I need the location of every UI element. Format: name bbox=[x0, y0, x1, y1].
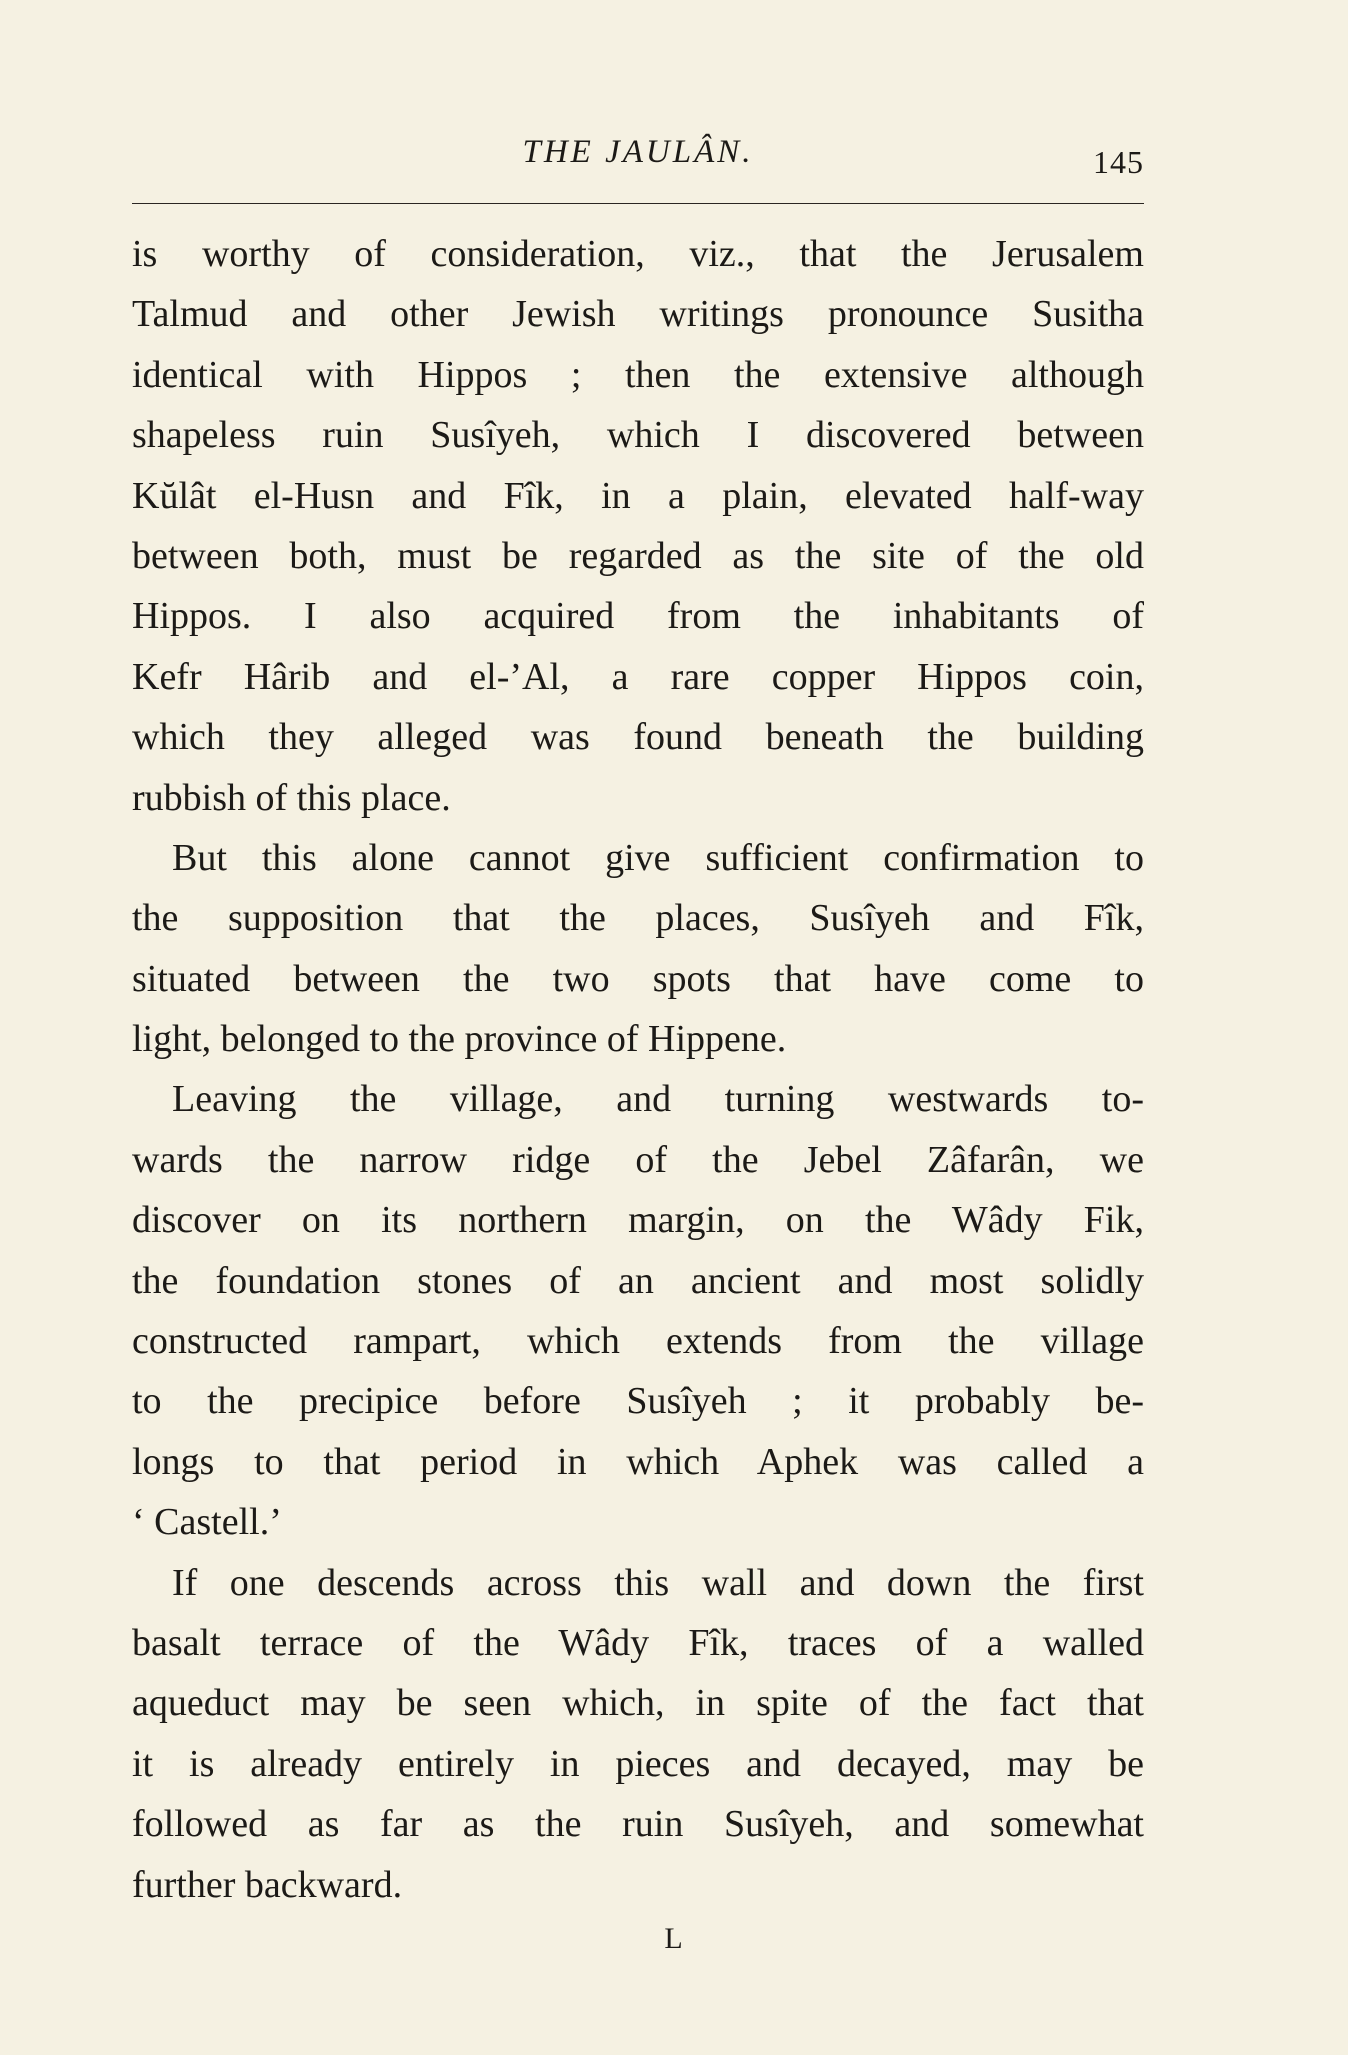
text-line: Talmud and other Jewish writings pronounce Susitha bbox=[132, 293, 1144, 336]
text-line: the foundation stones of an ancient and most solidly bbox=[132, 1259, 1144, 1302]
paragraph bbox=[132, 224, 1144, 828]
header-rule bbox=[132, 203, 1144, 204]
text-line: is worthy of consideration, viz., that the Jerusalem bbox=[132, 233, 1144, 275]
text-line: followed as far as the ruin Susîyeh, and somewhat bbox=[132, 1803, 1144, 1846]
running-head bbox=[132, 128, 1144, 188]
text-line: further backward. bbox=[132, 1863, 403, 1906]
text-line: light, belonged to the province of Hippene. bbox=[132, 1018, 787, 1061]
text-line: constructed rampart, which extends from the village bbox=[132, 1320, 1144, 1363]
text-line: If one descends across this wall and down the first bbox=[172, 1561, 1144, 1604]
text-line: situated between the two spots that have come to bbox=[132, 957, 1144, 1000]
text-line: Hippos. I also acquired from the inhabitants of bbox=[132, 595, 1144, 638]
paragraph bbox=[132, 1553, 1144, 1915]
text-line: Kŭlât el-Husn and Fîk, in a plain, elevated half-way bbox=[132, 474, 1144, 517]
text-line: to the precipice before Susîyeh ; it probably be- bbox=[132, 1380, 1144, 1423]
text-line: shapeless ruin Susîyeh, which I discovered between bbox=[132, 414, 1144, 457]
body-text bbox=[132, 224, 1144, 1915]
signature-mark: L bbox=[664, 1922, 684, 1955]
text-line: which they alleged was found beneath the building bbox=[132, 716, 1144, 759]
paragraph bbox=[132, 828, 1144, 1070]
text-line: basalt terrace of the Wâdy Fîk, traces of a walled bbox=[132, 1621, 1144, 1664]
text-line: aqueduct may be seen which, in spite of the fact that bbox=[132, 1682, 1144, 1725]
text-line: rubbish of this place. bbox=[132, 776, 451, 819]
text-line: between both, must be regarded as the site of the old bbox=[132, 534, 1144, 577]
text-line: the supposition that the places, Susîyeh and Fîk, bbox=[132, 897, 1144, 940]
text-line: Leaving the village, and turning westwards to- bbox=[172, 1078, 1144, 1121]
paragraph bbox=[132, 1069, 1144, 1552]
text-line: longs to that period in which Aphek was called a bbox=[132, 1440, 1144, 1483]
text-line: Kefr Hârib and el-’Al, a rare copper Hippos coin, bbox=[132, 655, 1144, 698]
text-line: ‘ Castell.’ bbox=[132, 1501, 282, 1544]
text-line: it is already entirely in pieces and decayed, may be bbox=[132, 1742, 1144, 1785]
text-line: wards the narrow ridge of the Jebel Zâfarân, we bbox=[132, 1138, 1144, 1181]
text-line: But this alone cannot give sufficient confirmation to bbox=[172, 836, 1144, 879]
running-title: THE JAULÂN. bbox=[522, 134, 754, 170]
text-line: identical with Hippos ; then the extensive although bbox=[132, 353, 1144, 396]
page-number: 145 bbox=[1093, 144, 1144, 180]
text-line: discover on its northern margin, on the Wâdy Fik, bbox=[132, 1199, 1144, 1242]
